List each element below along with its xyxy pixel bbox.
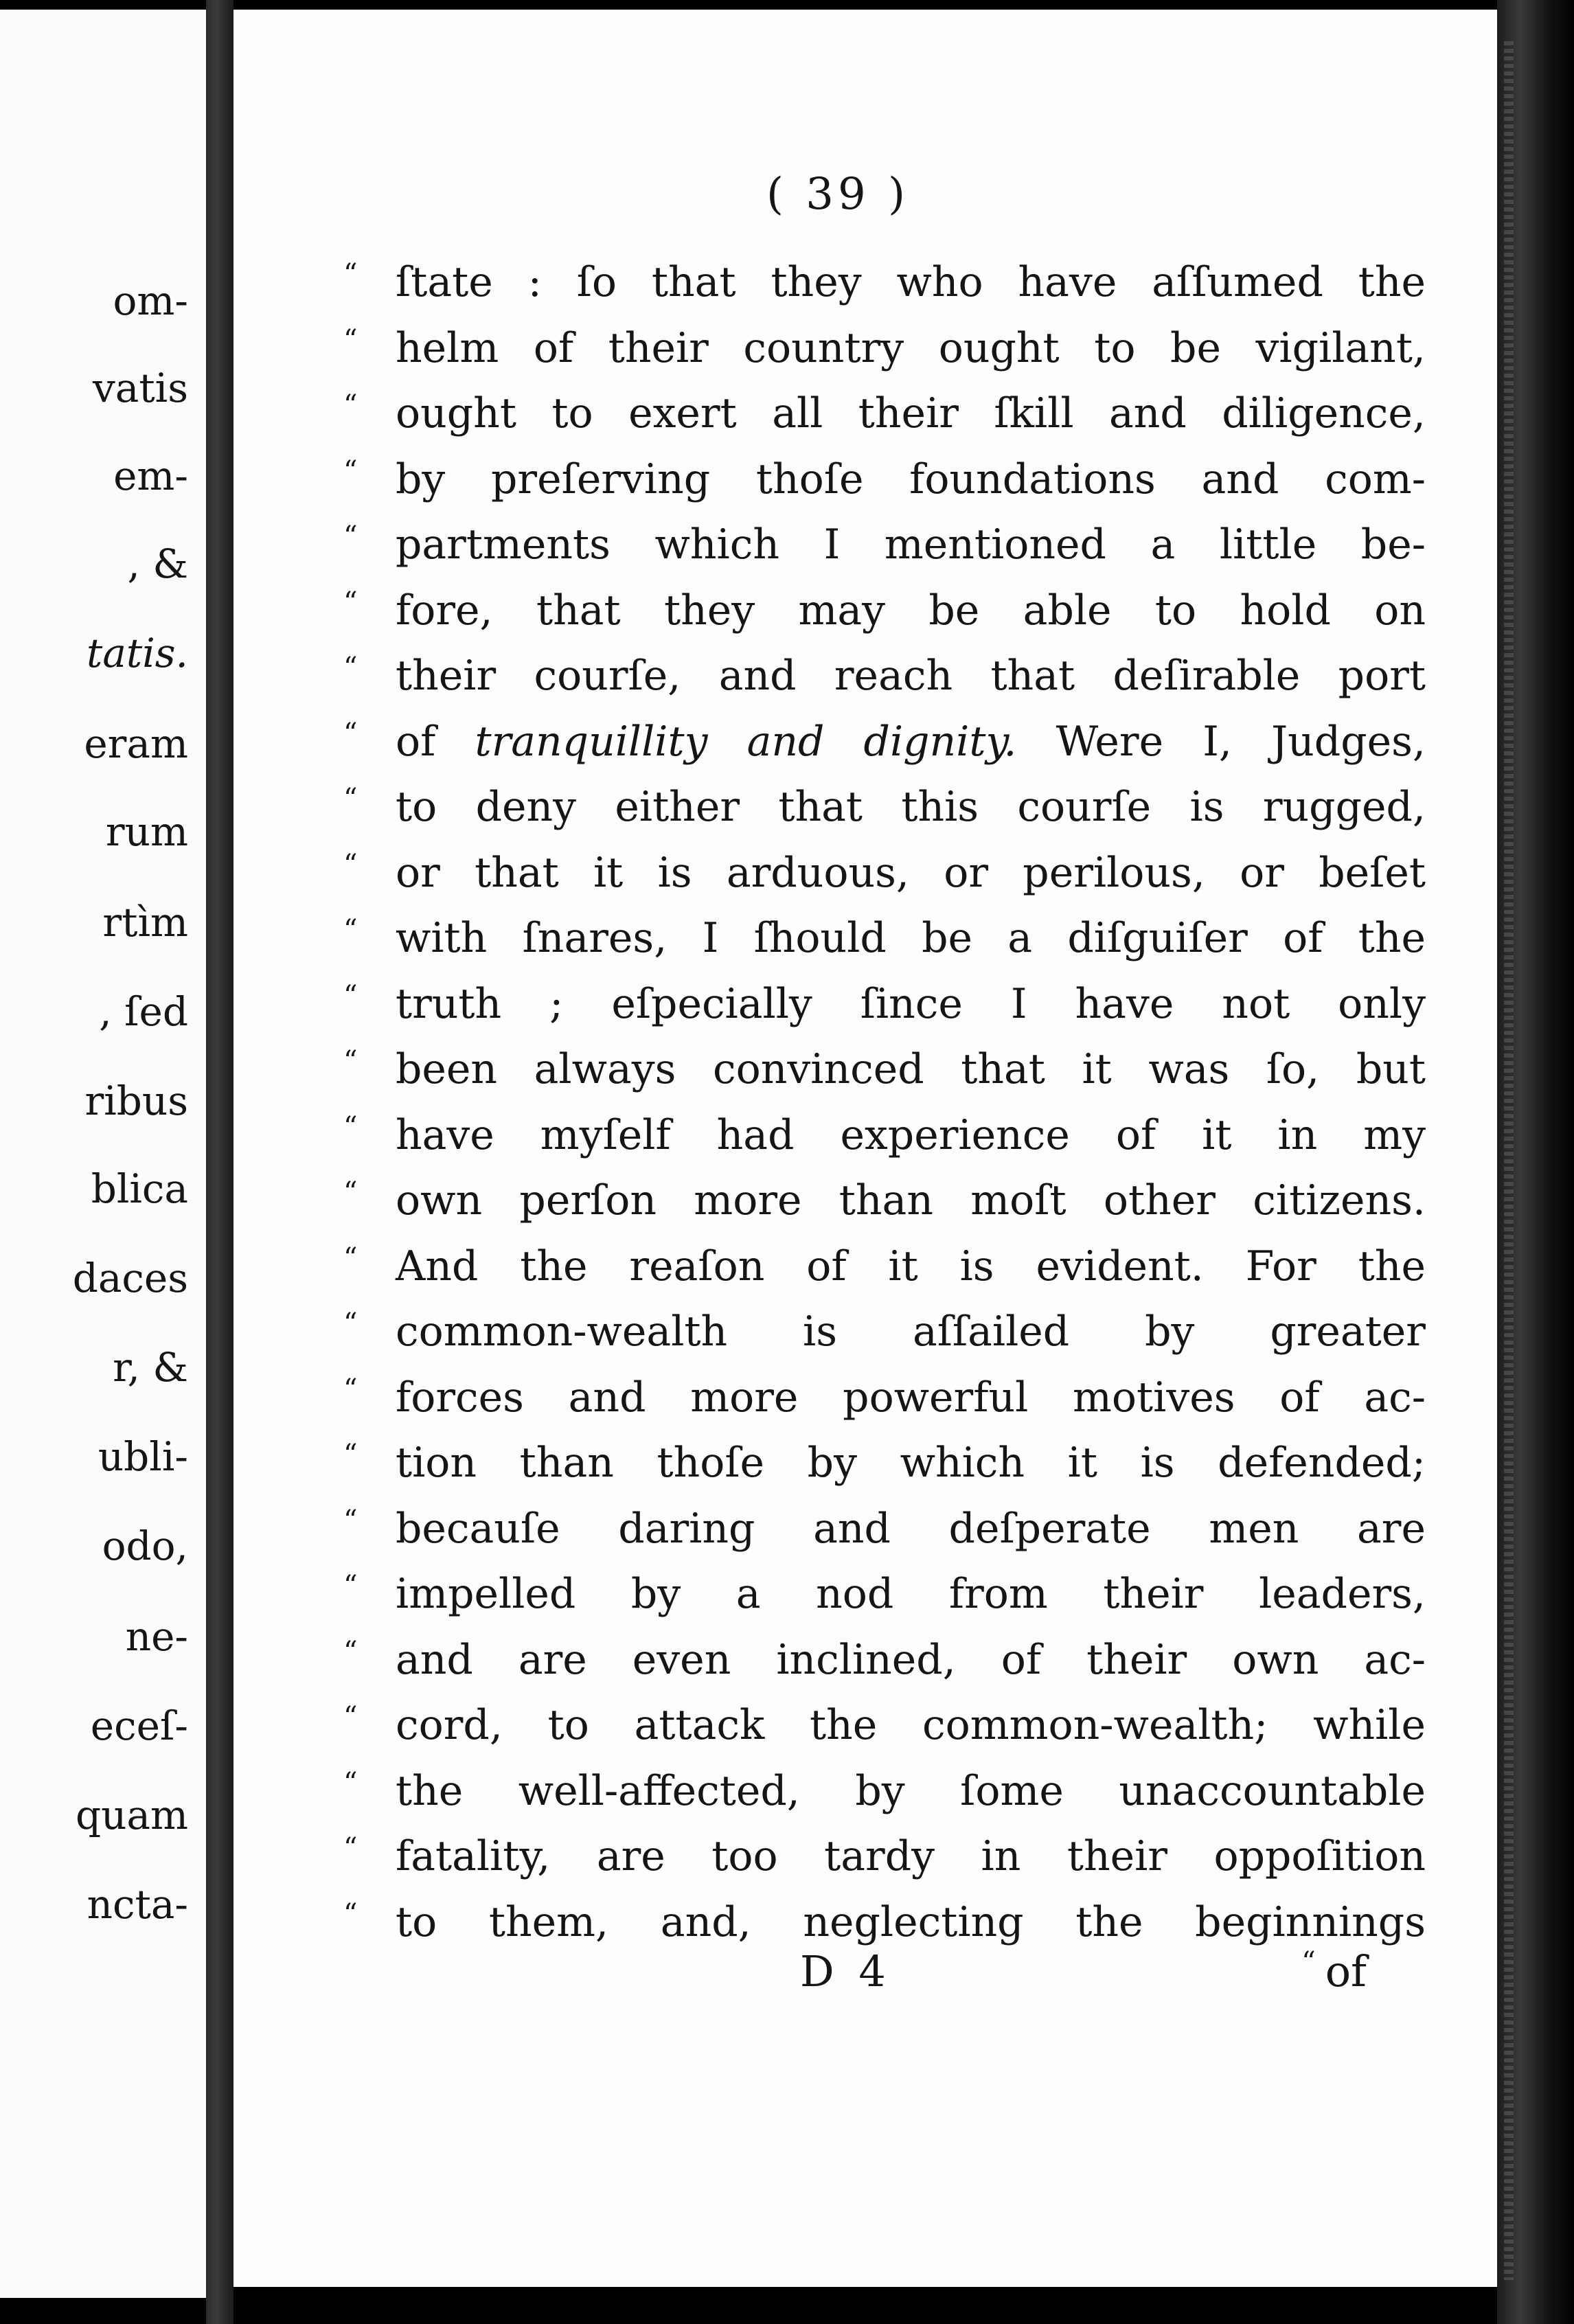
- text-line: [343, 1234, 1456, 1300]
- text-line: [343, 1103, 1456, 1169]
- left-page-fragment: em-: [113, 453, 188, 499]
- quote-mark: “: [343, 1439, 358, 1470]
- quote-mark: “: [343, 914, 358, 946]
- text-line: [343, 1759, 1456, 1825]
- line-segment: own perſon more than moſt other citizens.: [396, 1176, 1426, 1224]
- left-page-fragment: ubli-: [98, 1433, 188, 1480]
- line-segment: ſtate : ſo that they who have aſſumed the: [396, 258, 1426, 306]
- text-line: [343, 1431, 1456, 1496]
- line-text: [396, 1431, 1426, 1496]
- line-text: [396, 578, 1426, 644]
- line-text: [396, 250, 1426, 316]
- line-segment: or that it is arduous, or perilous, or beſet: [396, 848, 1426, 897]
- line-segment: of: [396, 717, 475, 766]
- line-text: [396, 841, 1426, 907]
- left-page-fragment: rum: [105, 808, 188, 855]
- left-page-fragment: rtìm: [102, 899, 188, 946]
- quote-mark: “: [343, 389, 358, 421]
- text-line: [343, 643, 1456, 709]
- left-page-fragment: vatis: [93, 365, 188, 411]
- quote-mark: “: [343, 1110, 358, 1143]
- quote-mark: “: [343, 1045, 358, 1077]
- quote-mark: “: [343, 1504, 358, 1536]
- line-segment: and are even inclined, of their own ac-: [396, 1635, 1426, 1684]
- line-text: [396, 512, 1426, 578]
- quote-mark: “: [343, 1570, 358, 1602]
- left-page-fragment: r, &: [113, 1344, 188, 1391]
- line-segment: ought to exert all their ſkill and diligence,: [396, 389, 1426, 437]
- left-page-fragment: daces: [72, 1255, 188, 1301]
- line-segment: have myſelf had experience of it in my: [396, 1110, 1426, 1159]
- line-segment: helm of their country ought to be vigilant,: [396, 323, 1426, 372]
- signature-mark: D 4: [800, 1946, 891, 1996]
- text-line: [343, 1299, 1456, 1365]
- text-line: [343, 1824, 1456, 1890]
- line-segment: fatality, are too tardy in their oppoſition: [396, 1832, 1426, 1880]
- line-text: [396, 1365, 1426, 1431]
- line-text: [396, 1496, 1426, 1562]
- line-segment: forces and more powerful motives of ac-: [396, 1373, 1426, 1422]
- quote-mark: “: [343, 1308, 358, 1339]
- quote-mark: “: [343, 1766, 358, 1799]
- left-page-fragment: om-: [113, 277, 188, 324]
- left-facing-page: [0, 10, 207, 2298]
- text-line: [343, 578, 1456, 644]
- line-text: [396, 1562, 1426, 1628]
- catchword: [1301, 1946, 1367, 1996]
- text-line: [343, 1693, 1456, 1759]
- left-page-fragment: ne-: [125, 1613, 188, 1660]
- line-segment: partments which I mentioned a little be-: [396, 521, 1426, 569]
- line-segment: And the reaſon of it is evident. For the: [396, 1242, 1426, 1290]
- quote-mark: “: [343, 323, 358, 356]
- line-segment: their courſe, and reach that deſirable port: [396, 652, 1426, 700]
- left-page-fragment: odo,: [102, 1523, 188, 1569]
- quote-mark: “: [343, 1635, 358, 1667]
- quote-mark: “: [343, 455, 358, 487]
- catchword-quote-mark: “: [1301, 1946, 1316, 1978]
- line-segment: the well-affected, by ſome unaccountable: [396, 1766, 1426, 1815]
- text-line: [343, 906, 1456, 972]
- text-line: [343, 1365, 1456, 1431]
- text-line: [343, 1496, 1456, 1562]
- left-page-fragment: blica: [91, 1165, 188, 1212]
- page-edge-stripe: [1504, 41, 1514, 2280]
- line-text: [396, 1234, 1426, 1300]
- quote-mark: “: [343, 1898, 358, 1930]
- line-text: [396, 643, 1426, 709]
- line-text: [396, 381, 1426, 447]
- left-page-fragment: ribus: [84, 1078, 188, 1124]
- line-segment: impelled by a nod from their leaders,: [396, 1570, 1426, 1618]
- line-segment: with ſnares, I ſhould be a diſguiſer of the: [396, 914, 1426, 962]
- page-number: ( 39 ): [766, 169, 910, 220]
- text-line: [343, 1037, 1456, 1103]
- quote-mark: “: [343, 258, 358, 290]
- quote-mark: “: [343, 521, 358, 552]
- left-page-fragment: quam: [75, 1792, 188, 1838]
- left-page-fragment: eceſ-: [90, 1702, 188, 1749]
- text-line: [343, 512, 1456, 578]
- line-segment: by preſerving thoſe foundations and com-: [396, 455, 1426, 503]
- italic-phrase: tranquillity and dignity.: [475, 717, 1017, 766]
- text-line: [343, 1890, 1456, 1956]
- quote-mark: “: [343, 1242, 358, 1274]
- quote-mark: “: [343, 1176, 358, 1208]
- line-text: [396, 972, 1426, 1038]
- quote-mark: “: [343, 848, 358, 880]
- text-line: [343, 972, 1456, 1038]
- line-segment: been always convinced that it was ſo, but: [396, 1045, 1426, 1093]
- left-page-fragment: eram: [84, 720, 188, 767]
- left-page-fragment: ncta-: [87, 1881, 188, 1928]
- line-text: [396, 1890, 1426, 1956]
- text-line: [343, 250, 1456, 316]
- quote-mark: “: [343, 652, 358, 683]
- text-line: [343, 1562, 1456, 1628]
- text-line: [343, 709, 1456, 775]
- text-line: [343, 775, 1456, 841]
- line-segment: common-wealth is aſſailed by greater: [396, 1308, 1426, 1356]
- text-line: [343, 447, 1456, 513]
- line-segment: to them, and, neglecting the beginnings: [396, 1898, 1426, 1946]
- line-segment: Were I, Judges,: [1016, 717, 1426, 766]
- line-text: [396, 1103, 1426, 1169]
- right-page: [233, 10, 1497, 2287]
- line-segment: fore, that they may be able to hold on: [396, 586, 1426, 635]
- line-text: [396, 447, 1426, 513]
- text-line: [343, 316, 1456, 382]
- text-line: [343, 1168, 1456, 1234]
- left-page-fragment: tatis.: [87, 630, 188, 676]
- line-text: [396, 1168, 1426, 1234]
- quote-mark: “: [343, 783, 358, 814]
- book-gutter: [206, 0, 233, 2324]
- quote-mark: “: [343, 1832, 358, 1864]
- line-segment: becauſe daring and deſperate men are: [396, 1504, 1426, 1553]
- quote-mark: “: [343, 1373, 358, 1405]
- line-segment: to deny either that this courſe is rugged,: [396, 783, 1426, 831]
- text-line: [343, 381, 1456, 447]
- line-text: [396, 1693, 1426, 1759]
- line-segment: tion than thoſe by which it is defended;: [396, 1439, 1426, 1487]
- page-footer: [233, 1946, 1497, 2001]
- line-text: [396, 316, 1426, 382]
- line-text: [396, 775, 1426, 841]
- text-line: [343, 1628, 1456, 1694]
- text-block: [343, 250, 1456, 1955]
- quote-mark: “: [343, 717, 358, 749]
- quote-mark: “: [343, 1701, 358, 1733]
- quote-mark: “: [343, 586, 358, 618]
- text-line: [343, 841, 1456, 907]
- line-text: [396, 1299, 1426, 1365]
- line-text: [396, 906, 1426, 972]
- line-text: [396, 1759, 1426, 1825]
- line-text: [396, 1037, 1426, 1103]
- left-page-fragment: , ſed: [99, 988, 188, 1035]
- quote-mark: “: [343, 979, 358, 1012]
- left-page-fragment: , &: [127, 540, 188, 587]
- line-text: [396, 1824, 1426, 1890]
- line-segment: truth ; eſpecially ſince I have not only: [396, 979, 1426, 1028]
- line-text: [396, 709, 1426, 775]
- catchword-text: of: [1325, 1946, 1367, 1996]
- line-text: [396, 1628, 1426, 1694]
- line-segment: cord, to attack the common-wealth; while: [396, 1701, 1426, 1749]
